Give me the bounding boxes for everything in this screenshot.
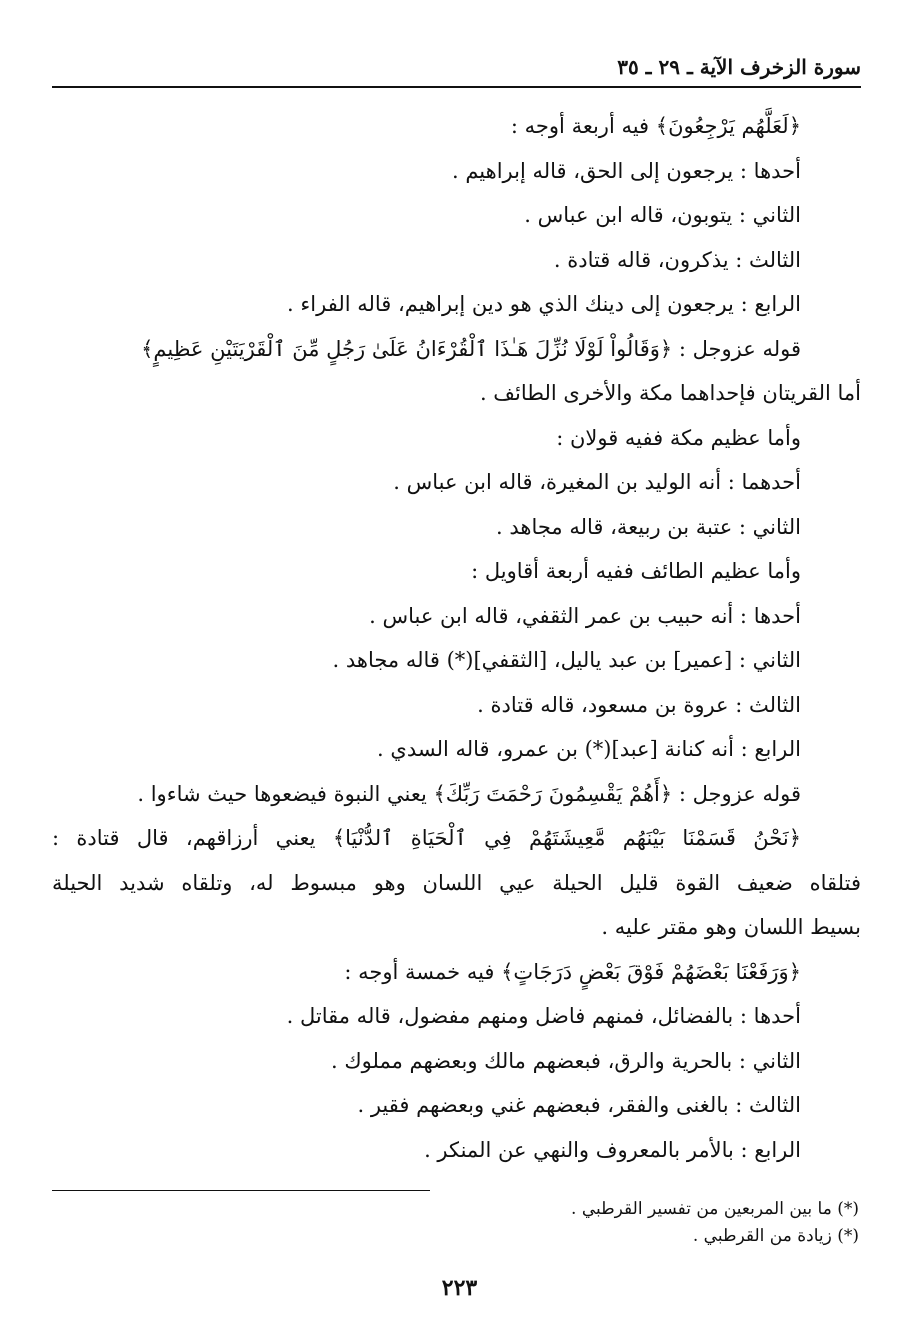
text-line: بسيط اللسان وهو مقتر عليه . (601, 915, 861, 939)
text-line: الثالث : عروة بن مسعود، قاله قتادة . (477, 692, 801, 717)
text-line: ﴿وَرَفَعْنَا بَعْضَهُمْ فَوْقَ بَعْضٍ دَرَجَاتٍ﴾ فيه خمسة أوجه : (344, 959, 801, 984)
text-line: الرابع : بالأمر بالمعروف والنهي عن المنكر . (424, 1137, 801, 1162)
text-line: ﴿لَعَلَّهُم يَرْجِعُونَ﴾ فيه أربعة أوجه : (510, 114, 801, 138)
text-line: الرابع : أنه كنانة [عبد](*) بن عمرو، قاله السدي . (377, 737, 801, 761)
text-line: الرابع : يرجعون إلى دينك الذي هو دين إبراهيم، قاله الفراء . (287, 292, 801, 316)
text-line: الثاني : بالحرية والرق، فبعضهم مالك وبعضهم مملوك . (331, 1048, 801, 1073)
text-line: فتلقاه ضعيف القوة قليل الحيلة عيي اللسان وهو مبسوط له، وتلقاه شديد الحيلة (52, 870, 861, 895)
text-line: أحدها : يرجعون إلى الحق، قاله إبراهيم . (451, 158, 801, 183)
text-line: الثالث : يذكرون، قاله قتادة . (553, 247, 801, 272)
body-text (52, 104, 861, 1172)
footnote-rule (52, 1190, 430, 1191)
text-line: الثاني : [عمير] بن عبد ياليل، [الثقفي](*) قاله مجاهد . (332, 648, 801, 672)
running-header: سورة الزخرف الآية ـ ٢٩ ـ ٣٥ (617, 55, 861, 79)
text-line: الثاني : عتبة بن ربيعة، قاله مجاهد . (496, 514, 801, 539)
page-number: ٢٢٣ (441, 1275, 478, 1301)
footnote-2: (*) زيادة من القرطبي . (692, 1226, 859, 1246)
footnotes (571, 1196, 859, 1250)
header-rule (52, 86, 861, 88)
text-line: ﴿نَحْنُ قَسَمْنَا بَيْنَهُم مَّعِيشَتَهُمْ فِي ٱلْحَيَاةِ ٱلدُّنْيَا﴾ يعني أرزاقهم، قال قتادة : (52, 826, 801, 850)
text-line: أحدها : بالفضائل، فمنهم فاضل ومنهم مفضول، قاله مقاتل . (286, 1004, 801, 1028)
text-line: أما القريتان فإحداهما مكة والأخرى الطائف . (479, 381, 861, 405)
text-line: وأما عظيم الطائف ففيه أربعة أقاويل : (471, 559, 801, 583)
text-line: قوله عزوجل : ﴿وَقَالُواْ لَوْلَا نُزِّلَ هَـٰذَا ٱلْقُرْءَانُ عَلَىٰ رَجُلٍ مِّنَ ٱلْقَرْيَتَيْنِ عَظِيمٍ﴾ (141, 336, 801, 361)
text-line: الثالث : بالغنى والفقر، فبعضهم غني وبعضهم فقير . (357, 1093, 801, 1117)
text-line: وأما عظيم مكة ففيه قولان : (556, 425, 801, 450)
footnote-1: (*) ما بين المربعين من تفسير القرطبي . (571, 1199, 859, 1219)
text-line: قوله عزوجل : ﴿أَهُمْ يَقْسِمُونَ رَحْمَتَ رَبِّكَ﴾ يعني النبوة فيضعوها حيث شاءوا . (137, 781, 801, 806)
text-line: أحدهما : أنه الوليد بن المغيرة، قاله ابن عباس . (393, 470, 801, 494)
text-line: أحدها : أنه حبيب بن عمر الثقفي، قاله ابن عباس . (369, 603, 801, 628)
text-line: الثاني : يتوبون، قاله ابن عباس . (524, 203, 801, 227)
